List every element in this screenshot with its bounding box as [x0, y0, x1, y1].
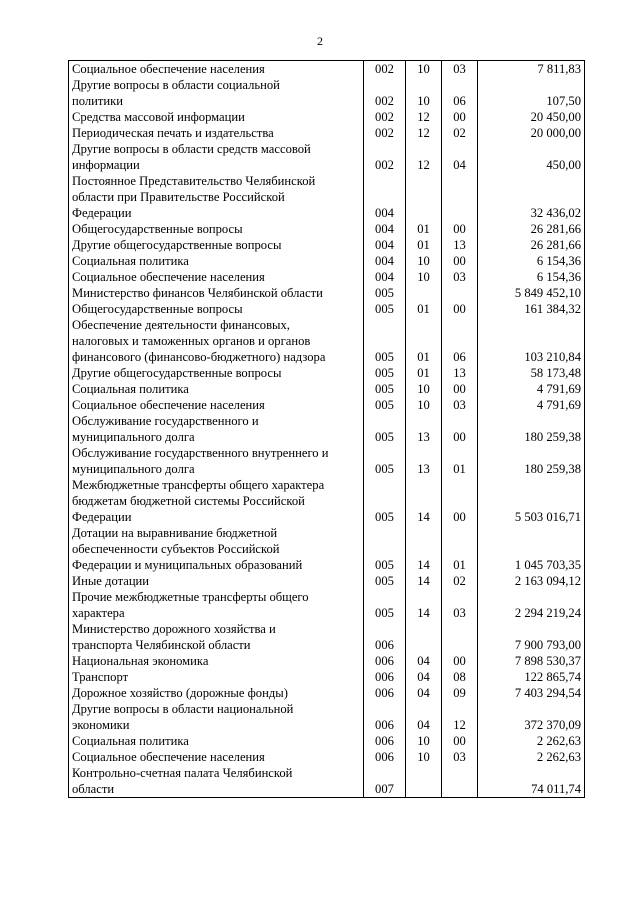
row-section-cell: 13 [406, 413, 442, 445]
row-name-cell [69, 365, 364, 381]
row-subsection-cell [442, 285, 478, 301]
row-name-line: Иные дотации [72, 574, 150, 588]
row-amount-cell: 2 294 219,24 [478, 589, 585, 621]
row-section-cell: 14 [406, 573, 442, 589]
row-name-line: Средства массовой информации [72, 110, 245, 124]
row-section-cell: 04 [406, 701, 442, 733]
row-name-cell [69, 125, 364, 141]
row-subsection-cell: 03 [442, 589, 478, 621]
row-section-cell: 01 [406, 365, 442, 381]
row-name-line: бюджетам бюджетной системы Российской [72, 494, 305, 508]
row-name-line: Другие вопросы в области социальной [72, 78, 280, 92]
row-section-cell: 01 [406, 221, 442, 237]
row-name-line: муниципального долга [72, 462, 195, 476]
row-section-cell: 10 [406, 61, 442, 78]
row-name-line: Социальное обеспечение населения [72, 750, 265, 764]
row-code-cell: 006 [364, 685, 406, 701]
row-name-line: Дорожное хозяйство (дорожные фонды) [72, 686, 288, 700]
row-code-cell: 006 [364, 621, 406, 653]
table-row [69, 173, 585, 221]
row-section-cell: 10 [406, 253, 442, 269]
row-name-line: муниципального долга [72, 430, 195, 444]
row-subsection-cell [442, 173, 478, 221]
table-row [69, 749, 585, 765]
table-row [69, 669, 585, 685]
row-name-line: Социальная политика [72, 254, 189, 268]
row-section-cell: 13 [406, 445, 442, 477]
row-subsection-cell: 13 [442, 237, 478, 253]
row-name-cell [69, 445, 364, 477]
table-row [69, 253, 585, 269]
row-amount-cell: 180 259,38 [478, 445, 585, 477]
row-name-line: Федерации и муниципальных образований [72, 558, 303, 572]
row-code-cell: 004 [364, 173, 406, 221]
row-name-cell [69, 301, 364, 317]
table-row [69, 109, 585, 125]
table-row [69, 701, 585, 733]
row-section-cell: 10 [406, 269, 442, 285]
row-subsection-cell: 01 [442, 445, 478, 477]
row-code-cell: 005 [364, 285, 406, 301]
row-name-cell [69, 221, 364, 237]
row-name-line: Министерство финансов Челябинской области [72, 286, 323, 300]
row-name-line: Другие общегосударственные вопросы [72, 238, 282, 252]
row-section-cell: 12 [406, 125, 442, 141]
table-row [69, 125, 585, 141]
budget-table [68, 60, 585, 798]
table-row [69, 397, 585, 413]
row-subsection-cell: 03 [442, 397, 478, 413]
table-row [69, 221, 585, 237]
row-amount-cell: 122 865,74 [478, 669, 585, 685]
row-name-cell [69, 653, 364, 669]
table-row [69, 413, 585, 445]
table-row [69, 141, 585, 173]
table-row [69, 365, 585, 381]
row-name-line: Федерации [72, 510, 132, 524]
table-row [69, 589, 585, 621]
row-name-cell [69, 77, 364, 109]
row-code-cell: 005 [364, 477, 406, 525]
row-subsection-cell: 00 [442, 301, 478, 317]
table-row [69, 445, 585, 477]
row-code-cell: 005 [364, 445, 406, 477]
row-name-line: Обслуживание государственного и [72, 414, 259, 428]
row-code-cell: 002 [364, 125, 406, 141]
row-name-cell [69, 589, 364, 621]
row-name-line: Периодическая печать и издательства [72, 126, 274, 140]
row-code-cell: 005 [364, 525, 406, 573]
row-subsection-cell: 02 [442, 573, 478, 589]
row-amount-cell: 4 791,69 [478, 397, 585, 413]
row-name-line: информации [72, 158, 140, 172]
table-row [69, 61, 585, 78]
row-subsection-cell: 12 [442, 701, 478, 733]
table-row [69, 621, 585, 653]
row-section-cell: 12 [406, 141, 442, 173]
row-amount-cell: 20 450,00 [478, 109, 585, 125]
row-name-line: Другие общегосударственные вопросы [72, 366, 282, 380]
row-subsection-cell [442, 621, 478, 653]
table-row [69, 477, 585, 525]
row-name-cell [69, 525, 364, 573]
row-amount-cell: 6 154,36 [478, 253, 585, 269]
row-name-cell [69, 61, 364, 78]
row-subsection-cell: 04 [442, 141, 478, 173]
row-name-line: области при Правительстве Российской [72, 190, 285, 204]
row-name-line: финансового (финансово-бюджетного) надзора [72, 350, 326, 364]
table-row [69, 381, 585, 397]
row-amount-cell: 7 811,83 [478, 61, 585, 78]
row-subsection-cell: 13 [442, 365, 478, 381]
row-name-line: налоговых и таможенных органов и органов [72, 334, 311, 348]
row-code-cell: 006 [364, 653, 406, 669]
table-row [69, 653, 585, 669]
row-code-cell: 005 [364, 381, 406, 397]
row-name-cell [69, 381, 364, 397]
row-subsection-cell: 00 [442, 653, 478, 669]
row-name-cell [69, 397, 364, 413]
row-subsection-cell: 00 [442, 221, 478, 237]
row-code-cell: 007 [364, 765, 406, 798]
table-row [69, 269, 585, 285]
table-row [69, 733, 585, 749]
budget-table-body [69, 61, 585, 798]
row-name-line: обеспеченности субъектов Российской [72, 542, 280, 556]
row-amount-cell: 107,50 [478, 77, 585, 109]
row-name-cell [69, 621, 364, 653]
row-name-cell [69, 253, 364, 269]
row-subsection-cell: 00 [442, 109, 478, 125]
row-subsection-cell: 01 [442, 525, 478, 573]
row-name-line: транспорта Челябинской области [72, 638, 251, 652]
row-name-line: экономики [72, 718, 130, 732]
row-code-cell: 004 [364, 269, 406, 285]
row-section-cell [406, 765, 442, 798]
row-name-line: Другие вопросы в области национальной [72, 702, 294, 716]
row-code-cell: 006 [364, 733, 406, 749]
row-name-line: Общегосударственные вопросы [72, 302, 243, 316]
row-name-line: Транспорт [72, 670, 129, 684]
row-name-line: Дотации на выравнивание бюджетной [72, 526, 278, 540]
row-section-cell [406, 621, 442, 653]
row-amount-cell: 26 281,66 [478, 221, 585, 237]
row-code-cell: 006 [364, 669, 406, 685]
row-name-cell [69, 141, 364, 173]
row-name-line: Социальное обеспечение населения [72, 398, 265, 412]
row-code-cell: 005 [364, 397, 406, 413]
row-code-cell: 005 [364, 413, 406, 445]
row-section-cell [406, 173, 442, 221]
row-code-cell: 005 [364, 365, 406, 381]
row-amount-cell: 32 436,02 [478, 173, 585, 221]
row-subsection-cell [442, 765, 478, 798]
row-section-cell: 01 [406, 237, 442, 253]
row-amount-cell: 1 045 703,35 [478, 525, 585, 573]
row-section-cell: 10 [406, 733, 442, 749]
row-amount-cell: 2 262,63 [478, 733, 585, 749]
row-section-cell: 10 [406, 381, 442, 397]
table-row [69, 685, 585, 701]
row-name-line: Постоянное Представительство Челябинской [72, 174, 316, 188]
row-name-line: Федерации [72, 206, 132, 220]
row-name-line: Социальное обеспечение населения [72, 62, 265, 76]
row-amount-cell: 2 262,63 [478, 749, 585, 765]
row-name-line: характера [72, 606, 125, 620]
page-number: 2 [317, 34, 323, 48]
row-code-cell: 005 [364, 301, 406, 317]
row-subsection-cell: 00 [442, 381, 478, 397]
row-amount-cell: 7 900 793,00 [478, 621, 585, 653]
row-amount-cell: 58 173,48 [478, 365, 585, 381]
row-amount-cell: 180 259,38 [478, 413, 585, 445]
row-name-cell [69, 413, 364, 445]
row-subsection-cell: 00 [442, 413, 478, 445]
row-code-cell: 006 [364, 701, 406, 733]
row-section-cell: 04 [406, 653, 442, 669]
row-name-cell [69, 109, 364, 125]
row-section-cell: 04 [406, 669, 442, 685]
row-name-cell [69, 269, 364, 285]
row-subsection-cell: 00 [442, 477, 478, 525]
row-subsection-cell: 00 [442, 733, 478, 749]
table-row [69, 301, 585, 317]
row-subsection-cell: 06 [442, 77, 478, 109]
row-name-line: Обслуживание государственного внутреннего и [72, 446, 329, 460]
row-amount-cell: 7 898 530,37 [478, 653, 585, 669]
row-section-cell: 10 [406, 397, 442, 413]
row-name-line: области [72, 782, 115, 796]
row-code-cell: 002 [364, 61, 406, 78]
row-amount-cell: 4 791,69 [478, 381, 585, 397]
row-name-cell [69, 285, 364, 301]
row-name-cell [69, 749, 364, 765]
row-amount-cell: 2 163 094,12 [478, 573, 585, 589]
row-code-cell: 004 [364, 221, 406, 237]
row-subsection-cell: 03 [442, 269, 478, 285]
row-section-cell: 10 [406, 749, 442, 765]
row-amount-cell: 7 403 294,54 [478, 685, 585, 701]
row-name-line: Социальная политика [72, 734, 189, 748]
row-name-line: Прочие межбюджетные трансферты общего [72, 590, 309, 604]
row-name-line: Социальная политика [72, 382, 189, 396]
row-amount-cell: 26 281,66 [478, 237, 585, 253]
row-name-cell [69, 477, 364, 525]
row-subsection-cell: 08 [442, 669, 478, 685]
row-code-cell: 005 [364, 589, 406, 621]
row-amount-cell: 6 154,36 [478, 269, 585, 285]
row-subsection-cell: 06 [442, 317, 478, 365]
row-name-cell [69, 317, 364, 365]
row-name-cell [69, 701, 364, 733]
row-name-line: Другие вопросы в области средств массовой [72, 142, 311, 156]
row-name-cell [69, 237, 364, 253]
row-subsection-cell: 03 [442, 61, 478, 78]
table-row [69, 285, 585, 301]
row-name-line: Национальная экономика [72, 654, 209, 668]
row-amount-cell: 372 370,09 [478, 701, 585, 733]
row-code-cell: 002 [364, 109, 406, 125]
row-section-cell: 10 [406, 77, 442, 109]
row-amount-cell: 103 210,84 [478, 317, 585, 365]
row-name-cell [69, 685, 364, 701]
row-section-cell: 04 [406, 685, 442, 701]
row-section-cell: 14 [406, 525, 442, 573]
row-name-line: Социальное обеспечение населения [72, 270, 265, 284]
row-name-line: Обеспечение деятельности финансовых, [72, 318, 290, 332]
row-name-line: Общегосударственные вопросы [72, 222, 243, 236]
row-section-cell: 01 [406, 317, 442, 365]
row-subsection-cell: 00 [442, 253, 478, 269]
row-section-cell: 14 [406, 589, 442, 621]
row-name-cell [69, 669, 364, 685]
row-name-cell [69, 733, 364, 749]
row-name-line: Межбюджетные трансферты общего характера [72, 478, 325, 492]
row-subsection-cell: 02 [442, 125, 478, 141]
row-subsection-cell: 09 [442, 685, 478, 701]
row-name-cell [69, 173, 364, 221]
row-code-cell: 004 [364, 237, 406, 253]
row-code-cell: 002 [364, 141, 406, 173]
row-code-cell: 005 [364, 317, 406, 365]
row-amount-cell: 74 011,74 [478, 765, 585, 798]
row-amount-cell: 5 849 452,10 [478, 285, 585, 301]
table-row [69, 317, 585, 365]
table-row [69, 237, 585, 253]
row-code-cell: 006 [364, 749, 406, 765]
table-row [69, 77, 585, 109]
row-section-cell: 01 [406, 301, 442, 317]
row-name-line: Контрольно-счетная палата Челябинской [72, 766, 293, 780]
row-name-cell [69, 573, 364, 589]
row-name-line: Министерство дорожного хозяйства и [72, 622, 276, 636]
row-name-cell [69, 765, 364, 798]
row-code-cell: 005 [364, 573, 406, 589]
row-amount-cell: 450,00 [478, 141, 585, 173]
table-row [69, 765, 585, 798]
row-subsection-cell: 03 [442, 749, 478, 765]
row-amount-cell: 161 384,32 [478, 301, 585, 317]
row-amount-cell: 5 503 016,71 [478, 477, 585, 525]
row-code-cell: 002 [364, 77, 406, 109]
row-section-cell: 12 [406, 109, 442, 125]
row-section-cell: 14 [406, 477, 442, 525]
row-code-cell: 004 [364, 253, 406, 269]
table-row [69, 525, 585, 573]
row-name-line: политики [72, 94, 123, 108]
row-section-cell [406, 285, 442, 301]
row-amount-cell: 20 000,00 [478, 125, 585, 141]
table-row [69, 573, 585, 589]
